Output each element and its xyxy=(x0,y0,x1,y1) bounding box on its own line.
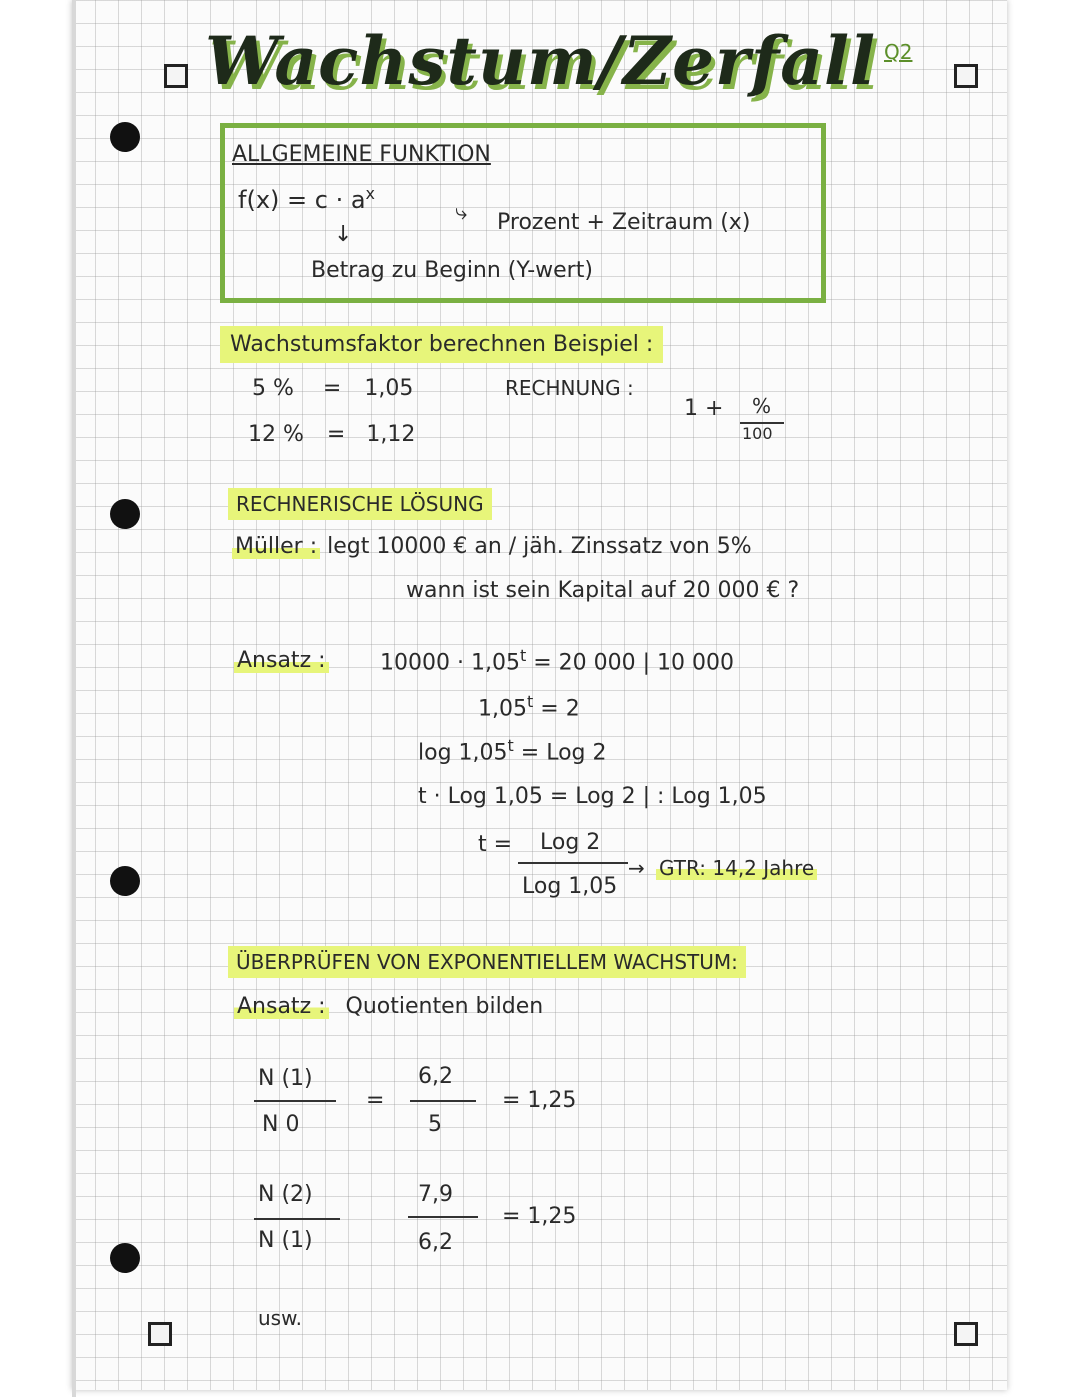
quotient-result: = 1,25 xyxy=(502,1088,577,1113)
punch-hole xyxy=(110,1243,140,1273)
page-tag: Q2 xyxy=(884,40,913,64)
check-ansatz-label: Ansatz : xyxy=(234,994,329,1019)
problem-line-1 xyxy=(232,534,752,559)
ansatz-label: Ansatz : xyxy=(234,648,329,673)
rechnung-left: 1 + xyxy=(684,396,724,421)
result-numerator: Log 2 xyxy=(540,830,601,855)
quotient-denominator: N 0 xyxy=(262,1112,300,1137)
solution-step xyxy=(418,736,607,765)
step-rest: = 2 xyxy=(540,696,580,722)
example-factor: 1,12 xyxy=(366,422,416,447)
step-exp: t xyxy=(507,736,514,755)
corner-marker-icon xyxy=(954,1322,978,1346)
arrow-right-icon: ⤷ xyxy=(455,200,468,225)
corner-marker-icon xyxy=(148,1322,172,1346)
quotient-equals: = xyxy=(366,1088,385,1113)
punch-hole xyxy=(110,866,140,896)
quotient-fraction-line xyxy=(254,1218,340,1220)
growth-example-row xyxy=(252,376,413,401)
quotient-numerator: N (2) xyxy=(258,1182,313,1207)
page-title: Wachstum/Zerfall xyxy=(205,22,877,100)
gtr-note xyxy=(656,856,817,880)
percent-time-label: Prozent + Zeitraum (x) xyxy=(497,210,751,235)
growth-example-row xyxy=(248,422,415,447)
check-ansatz-row xyxy=(234,994,543,1019)
start-value-label: Betrag zu Beginn (Y-wert) xyxy=(311,258,593,283)
problem-line-2: wann ist sein Kapital auf 20 000 € ? xyxy=(406,578,800,603)
step-rest: = 20 000 | 10 000 xyxy=(533,650,735,676)
value-fraction-line xyxy=(408,1216,478,1218)
formula-base: f(x) = c · a xyxy=(238,186,366,214)
etc-note: usw. xyxy=(258,1306,302,1330)
rechnung-denominator: 100 xyxy=(742,424,773,443)
step-expr: 10000 · 1,05 xyxy=(380,650,520,676)
solution-step: t · Log 1,05 = Log 2 | : Log 1,05 xyxy=(418,784,767,809)
value-denominator: 6,2 xyxy=(418,1230,453,1255)
check-ansatz-text: Quotienten bilden xyxy=(345,994,544,1019)
example-percent: 12 % xyxy=(248,422,304,447)
problem-name: Müller : xyxy=(232,534,320,559)
step-expr: log 1,05 xyxy=(418,740,508,766)
box-heading: ALLGEMEINE FUNKTION xyxy=(232,142,491,167)
result-denominator: Log 1,05 xyxy=(522,874,618,899)
step-rest: = Log 2 xyxy=(520,740,607,766)
quotient-result: = 1,25 xyxy=(502,1204,577,1229)
result-lhs: t = xyxy=(478,832,513,857)
problem-text-1: legt 10000 € an / jäh. Zinssatz von 5% xyxy=(327,534,752,559)
gtr-text: GTR: 14,2 Jahre xyxy=(656,856,817,880)
example-factor: 1,05 xyxy=(364,376,414,401)
arrow-right-icon: → xyxy=(628,856,645,880)
step-exp: t xyxy=(526,692,534,711)
step-exp: t xyxy=(519,646,527,665)
quotient-denominator: N (1) xyxy=(258,1228,313,1253)
value-fraction-line xyxy=(410,1100,476,1102)
solution-step xyxy=(478,692,580,721)
solution-step xyxy=(380,646,734,675)
check-heading: ÜBERPRÜFEN VON EXPONENTIELLEM WACHSTUM: xyxy=(228,946,746,978)
quotient-numerator: N (1) xyxy=(258,1066,313,1091)
example-equals: = xyxy=(322,376,342,401)
formula-exponent: x xyxy=(365,184,376,203)
result-fraction-line xyxy=(518,862,628,864)
rechnung-numerator: % xyxy=(752,394,772,418)
value-denominator: 5 xyxy=(428,1112,442,1137)
page-edge xyxy=(72,0,76,1397)
punch-hole xyxy=(110,499,140,529)
punch-hole xyxy=(110,122,140,152)
growth-factor-heading: Wachstumsfaktor berechnen Beispiel : xyxy=(220,326,663,363)
general-formula xyxy=(238,184,375,214)
rechnung-label: RECHNUNG : xyxy=(505,376,634,400)
example-percent: 5 % xyxy=(252,376,294,401)
value-numerator: 6,2 xyxy=(418,1064,453,1089)
quotient-fraction-line xyxy=(254,1100,336,1102)
value-numerator: 7,9 xyxy=(418,1182,453,1207)
arrow-down-icon: ↓ xyxy=(334,222,353,247)
example-equals: = xyxy=(326,422,346,447)
step-expr: 1,05 xyxy=(478,696,527,722)
corner-marker-icon xyxy=(954,64,978,88)
solution-heading: RECHNERISCHE LÖSUNG xyxy=(228,488,492,520)
corner-marker-icon xyxy=(164,64,188,88)
